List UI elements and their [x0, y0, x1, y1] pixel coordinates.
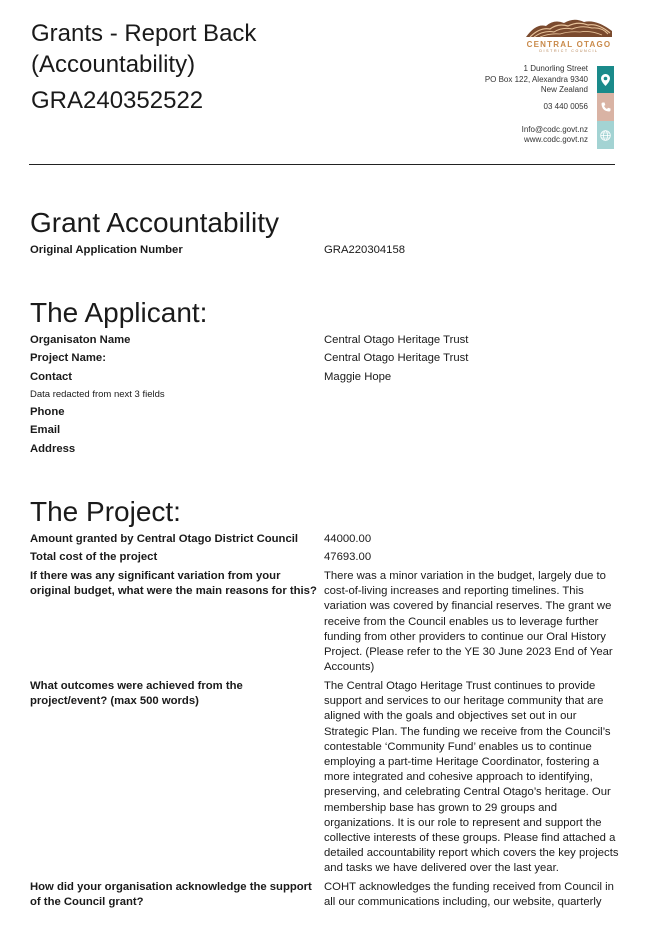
- amount-granted-row: [30, 532, 620, 547]
- address-row: [30, 442, 620, 457]
- acknowledgement-value: COHT acknowledges the funding received from Council in all our communications including, our website, quarterly: [324, 881, 614, 909]
- reference-number: GRA240352522: [31, 87, 204, 114]
- header-divider: [29, 164, 615, 165]
- logo-subtitle: DISTRICT COUNCIL: [539, 49, 599, 53]
- email-row: [30, 423, 620, 438]
- globe-icon: [597, 121, 614, 149]
- phone-label: Phone: [30, 406, 65, 418]
- total-cost-label: Total cost of the project: [30, 551, 158, 563]
- project-heading: The Project:: [30, 496, 181, 527]
- budget-variation-row: [30, 569, 620, 675]
- address-value: [324, 442, 620, 457]
- website-url[interactable]: www.codc.govt.nz: [523, 135, 588, 144]
- project-name-label: Project Name:: [30, 352, 106, 364]
- document-title-line1: Grants - Report Back: [31, 20, 257, 47]
- organisation-label: Organisaton Name: [30, 334, 131, 346]
- logo-wordmark: CENTRAL OTAGO: [526, 40, 612, 49]
- contact-value: Maggie Hope: [324, 371, 392, 383]
- address-line-1: 1 Dunorling Street: [523, 64, 588, 73]
- organisation-row: [30, 333, 620, 348]
- email-label: Email: [30, 424, 61, 436]
- email-value: [324, 423, 620, 438]
- redacted-note: Data redacted from next 3 fields: [30, 389, 165, 400]
- address-label: Address: [30, 443, 76, 455]
- original-application-value: GRA220304158: [324, 244, 406, 256]
- outcomes-value: The Central Otago Heritage Trust continues to provide support and services to our heritage community that are aligned with the goals and objectives set out in our Strategic Plan. The funding we receive from the Council’s contestable ‘Community Fund’ enables us to continue employing a part-time Heritage Coordinator, fostering a more integrated and cohesive approach to identifying, preserving, and celebrating Central Otago’s heritage. Our membership base has grown to 29 groups and organizations. It is our role to represent and support the collective interests of these groups. Please find attached a detailed accountability report which covers the key projects and tasks we have delivered over the last year.: [324, 680, 619, 875]
- phone-icon: [597, 93, 614, 121]
- location-pin-icon: [597, 66, 614, 94]
- contact-address: [444, 64, 614, 96]
- organisation-value: Central Otago Heritage Trust: [324, 334, 469, 346]
- council-logo: [524, 17, 616, 53]
- mountain-logo-icon: [524, 17, 614, 39]
- contact-label: Contact: [30, 371, 73, 383]
- phone-number: 03 440 0056: [543, 101, 588, 111]
- contact-row: [30, 370, 620, 385]
- budget-variation-value: There was a minor variation in the budget, largely due to cost-of-living increases and reporting timelines. This variation was covered by financial reserves. The grant we receive from the Council enables us to leverage further funding from other providers to continue our Oral History Project. (Please refer to the YE 30 June 2023 End of Year Accounts): [324, 570, 613, 674]
- document-title-line2: (Accountability): [31, 51, 196, 78]
- contact-phone: [444, 93, 614, 121]
- project-name-value: Central Otago Heritage Trust: [324, 352, 469, 364]
- grant-accountability-heading: Grant Accountability: [30, 207, 280, 238]
- project-name-row: [30, 351, 620, 366]
- applicant-heading: The Applicant:: [30, 297, 208, 328]
- total-cost-value: 47693.00: [324, 551, 372, 563]
- acknowledgement-row: [30, 880, 620, 910]
- address-line-2: PO Box 122, Alexandra 9340: [484, 74, 588, 84]
- total-cost-row: [30, 550, 620, 565]
- acknowledgement-label: How did your organisation acknowledge the support of the Council grant?: [30, 881, 312, 909]
- email-address[interactable]: Info@codc.govt.nz: [521, 124, 588, 134]
- address-line-3: New Zealand: [540, 85, 588, 94]
- amount-granted-value: 44000.00: [324, 533, 372, 545]
- outcomes-label: What outcomes were achieved from the project/event? (max 500 words): [30, 680, 243, 708]
- contact-web: [444, 121, 614, 149]
- original-application-row: [30, 243, 620, 258]
- phone-row: [30, 405, 620, 420]
- outcomes-row: [30, 679, 620, 877]
- document-title: [31, 18, 256, 80]
- budget-variation-label: If there was any significant variation from your original budget, what were the main reasons for this?: [30, 570, 317, 598]
- amount-granted-label: Amount granted by Central Otago District Council: [30, 533, 299, 545]
- original-application-label: Original Application Number: [30, 244, 183, 256]
- phone-value: [324, 405, 620, 420]
